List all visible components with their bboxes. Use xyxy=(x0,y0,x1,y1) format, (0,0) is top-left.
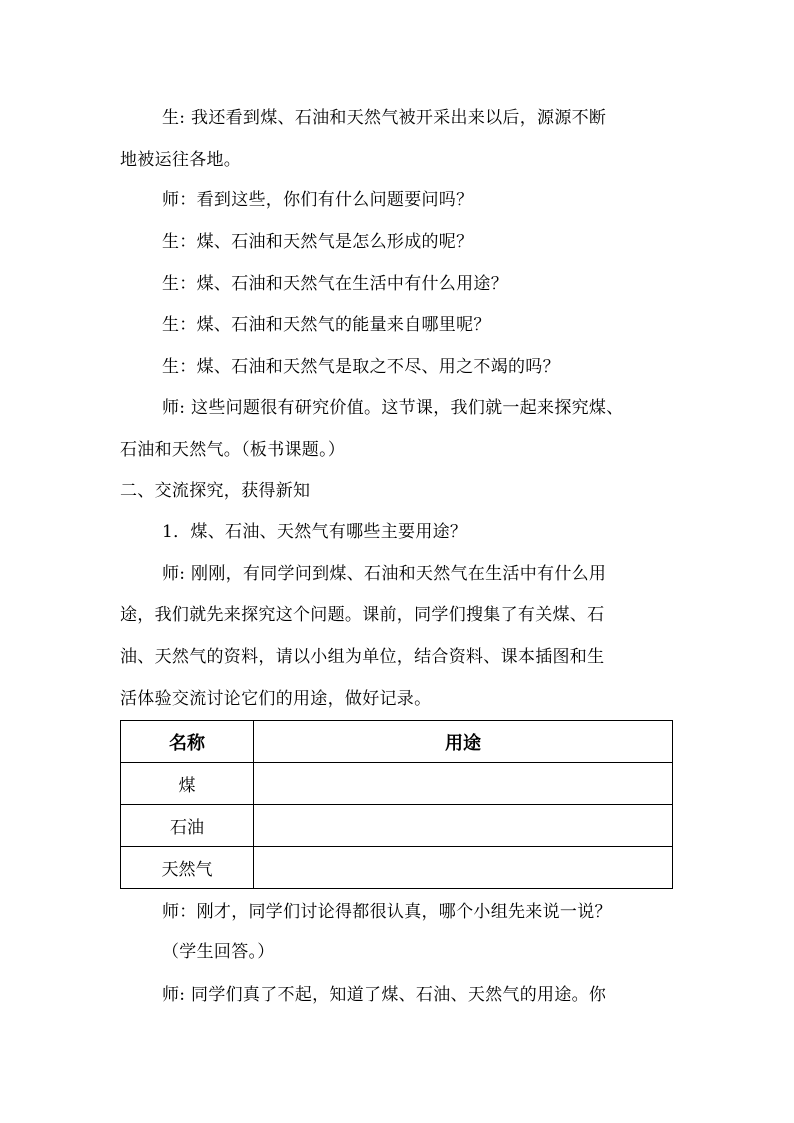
table-header-name: 名称 xyxy=(121,721,254,763)
paragraph-line: 生: 我还看到煤、石油和天然气被开采出来以后，源源不断 xyxy=(162,108,607,128)
paragraph-line: 生：煤、石油和天然气是怎么形成的呢？ xyxy=(162,232,474,252)
table-row xyxy=(121,847,673,889)
paragraph-line: 师: 刚刚，有同学问到煤、石油和天然气在生活中有什么用 xyxy=(162,564,607,584)
table-cell-use xyxy=(254,847,673,889)
table-cell-use xyxy=(254,805,673,847)
paragraph-line: 生：煤、石油和天然气在生活中有什么用途？ xyxy=(162,274,508,294)
table-row xyxy=(121,763,673,805)
paragraph-line: 生：煤、石油和天然气是取之不尽、用之不竭的吗？ xyxy=(162,357,560,377)
uses-table xyxy=(120,720,673,889)
table-header-row xyxy=(121,721,673,763)
question-heading: 1．煤、石油、天然气有哪些主要用途？ xyxy=(162,522,468,542)
paragraph-line: 地被运往各地。 xyxy=(120,150,242,170)
table-cell-name: 天然气 xyxy=(121,847,254,889)
table-row xyxy=(121,805,673,847)
paragraph-line: 油、天然气的资料，请以小组为单位，结合资料、课本插图和生 xyxy=(120,647,605,667)
paragraph-line: 途，我们就先来探究这个问题。课前，同学们搜集了有关煤、石 xyxy=(120,605,605,625)
paragraph-line: 石油和天然气。（板书课题。） xyxy=(120,440,346,460)
table-cell-use xyxy=(254,763,673,805)
paragraph-line: （学生回答。） xyxy=(162,942,275,962)
paragraph-line: 师：看到这些，你们有什么问题要问吗？ xyxy=(162,190,474,210)
paragraph-line: 活体验交流讨论它们的用途，做好记录。 xyxy=(120,689,432,709)
paragraph-line: 师: 同学们真了不起，知道了煤、石油、天然气的用途。你 xyxy=(162,985,607,1005)
section-heading: 二、交流探究，获得新知 xyxy=(120,481,311,501)
paragraph-line: 师: 这些问题很有研究价值。这节课，我们就一起来探究煤、 xyxy=(162,398,624,418)
table-cell-name: 煤 xyxy=(121,763,254,805)
paragraph-line: 师：刚才，同学们讨论得都很认真，哪个小组先来说一说？ xyxy=(162,902,612,922)
table-header-use: 用途 xyxy=(254,721,673,763)
table-cell-name: 石油 xyxy=(121,805,254,847)
paragraph-line: 生：煤、石油和天然气的能量来自哪里呢？ xyxy=(162,315,491,335)
